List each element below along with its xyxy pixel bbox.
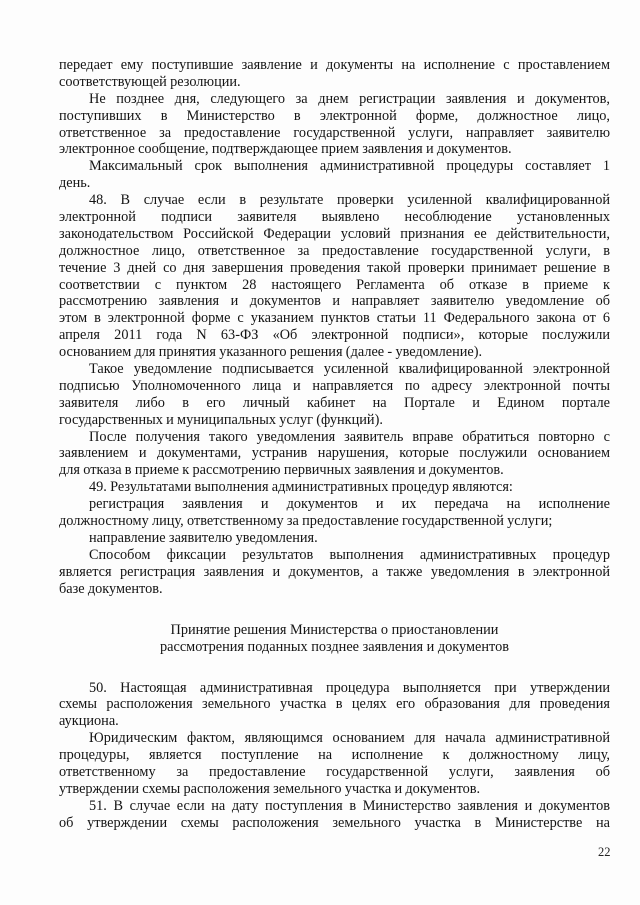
text-line: день. xyxy=(59,175,91,192)
text-line: базе документов. xyxy=(59,580,163,597)
text-line: течение 3 дней со дня завершения проведения такой проверки принимает решение в xyxy=(59,259,610,276)
text-line: должностному лицу, ответственному за предоставление государственной услуги; xyxy=(59,513,553,530)
text-line: электронное сообщение, подтверждающее прием заявления и документов. xyxy=(59,141,512,158)
text-line: этом в электронной форме с указанием пунктов статьи 11 Федерального закона от 6 xyxy=(59,310,610,327)
text-line: рассмотрению заявления и документов и направляет заявителю уведомление об xyxy=(59,293,610,310)
text-line: подписью Уполномоченного лица и направляется по адресу электронной почты xyxy=(59,377,610,394)
text-line: законодательством Российской Федерации условий признания ее действительности, xyxy=(59,225,610,242)
text-line: Не позднее дня, следующего за днем регистрации заявления и документов, xyxy=(89,90,610,107)
text-line: должностное лицо, ответственное за предоставление государственной услуги, в xyxy=(59,242,610,259)
text-line: соответствующей резолюции. xyxy=(59,73,241,90)
page-number: 22 xyxy=(598,845,611,859)
text-line: Такое уведомление подписывается усиленной квалифицированной электронной xyxy=(89,361,610,378)
document-body xyxy=(59,57,610,832)
paragraph-block-after-heading xyxy=(59,680,610,832)
text-line: регистрация заявления и документов и их передача на исполнение xyxy=(89,496,610,513)
text-line: 51. В случае если на дату поступления в Министерство заявления и документов xyxy=(89,797,610,814)
text-line: является регистрация заявления и документов, а также уведомления в электронной xyxy=(59,563,610,580)
text-line: заявителя либо в его личный кабинет на Портале и Едином портале xyxy=(59,394,610,411)
text-line: 49. Результатами выполнения административных процедур являются: xyxy=(89,479,513,496)
text-line: поступивших в Министерство в электронной форме, должностное лицо, xyxy=(59,107,610,124)
text-line: для отказа в приеме к рассмотрению первичных заявления и документов. xyxy=(59,462,504,479)
text-line: 48. В случае если в результате проверки усиленной квалифицированной xyxy=(89,192,610,209)
text-line: После получения такого уведомления заявитель вправе обратиться повторно с xyxy=(89,428,610,445)
text-line: об утверждении схемы расположения земельного участка в Министерстве на xyxy=(59,814,610,831)
text-line: Способом фиксации результатов выполнения административных процедур xyxy=(89,546,610,563)
text-line: заявлением и документами, устранив нарушения, которые послужили основанием xyxy=(59,445,610,462)
text-line: ответственное за предоставление государственной услуги, направляет заявителю xyxy=(59,124,610,141)
text-line: апреля 2011 года N 63-ФЗ «Об электронной подписи», которые послужили xyxy=(59,327,610,344)
text-line: утверждении схемы расположения земельного участка и документов. xyxy=(59,780,481,797)
text-line: 50. Настоящая административная процедура выполняется при утверждении xyxy=(89,679,610,696)
text-line: соответствии с пунктом 28 настоящего Регламента об отказе в приеме к xyxy=(59,276,610,293)
text-line: Максимальный срок выполнения административной процедуры составляет 1 xyxy=(89,158,610,175)
section-heading-line-2: рассмотрения поданных позднее заявления и документов xyxy=(160,638,509,655)
spacer xyxy=(59,656,610,680)
section-heading-line-1: Принятие решения Министерства о приостановлении xyxy=(170,621,499,638)
text-line: схемы расположения земельного участка в целях его образования для проведения xyxy=(59,696,610,713)
text-line: государственных и муниципальных услуг (функций). xyxy=(59,411,383,428)
text-line: ответственному за предоставление государственной услуги, заявления об xyxy=(59,763,610,780)
text-line: основанием для принятия указанного решения (далее - уведомление). xyxy=(59,344,483,361)
text-line: аукциона. xyxy=(59,713,119,730)
paragraph-block-before-heading xyxy=(59,57,610,598)
text-line: процедуры, является поступление на исполнение к должностному лицу, xyxy=(59,747,610,764)
text-line: электронной подписи заявителя выявлено несоблюдение установленных xyxy=(59,209,610,226)
text-line: передает ему поступившие заявление и документы на исполнение с проставлением xyxy=(59,57,610,73)
spacer xyxy=(59,598,610,622)
text-line: Юридическим фактом, являющимся основанием для начала административной xyxy=(89,730,610,747)
text-line: направление заявителю уведомления. xyxy=(89,529,318,546)
